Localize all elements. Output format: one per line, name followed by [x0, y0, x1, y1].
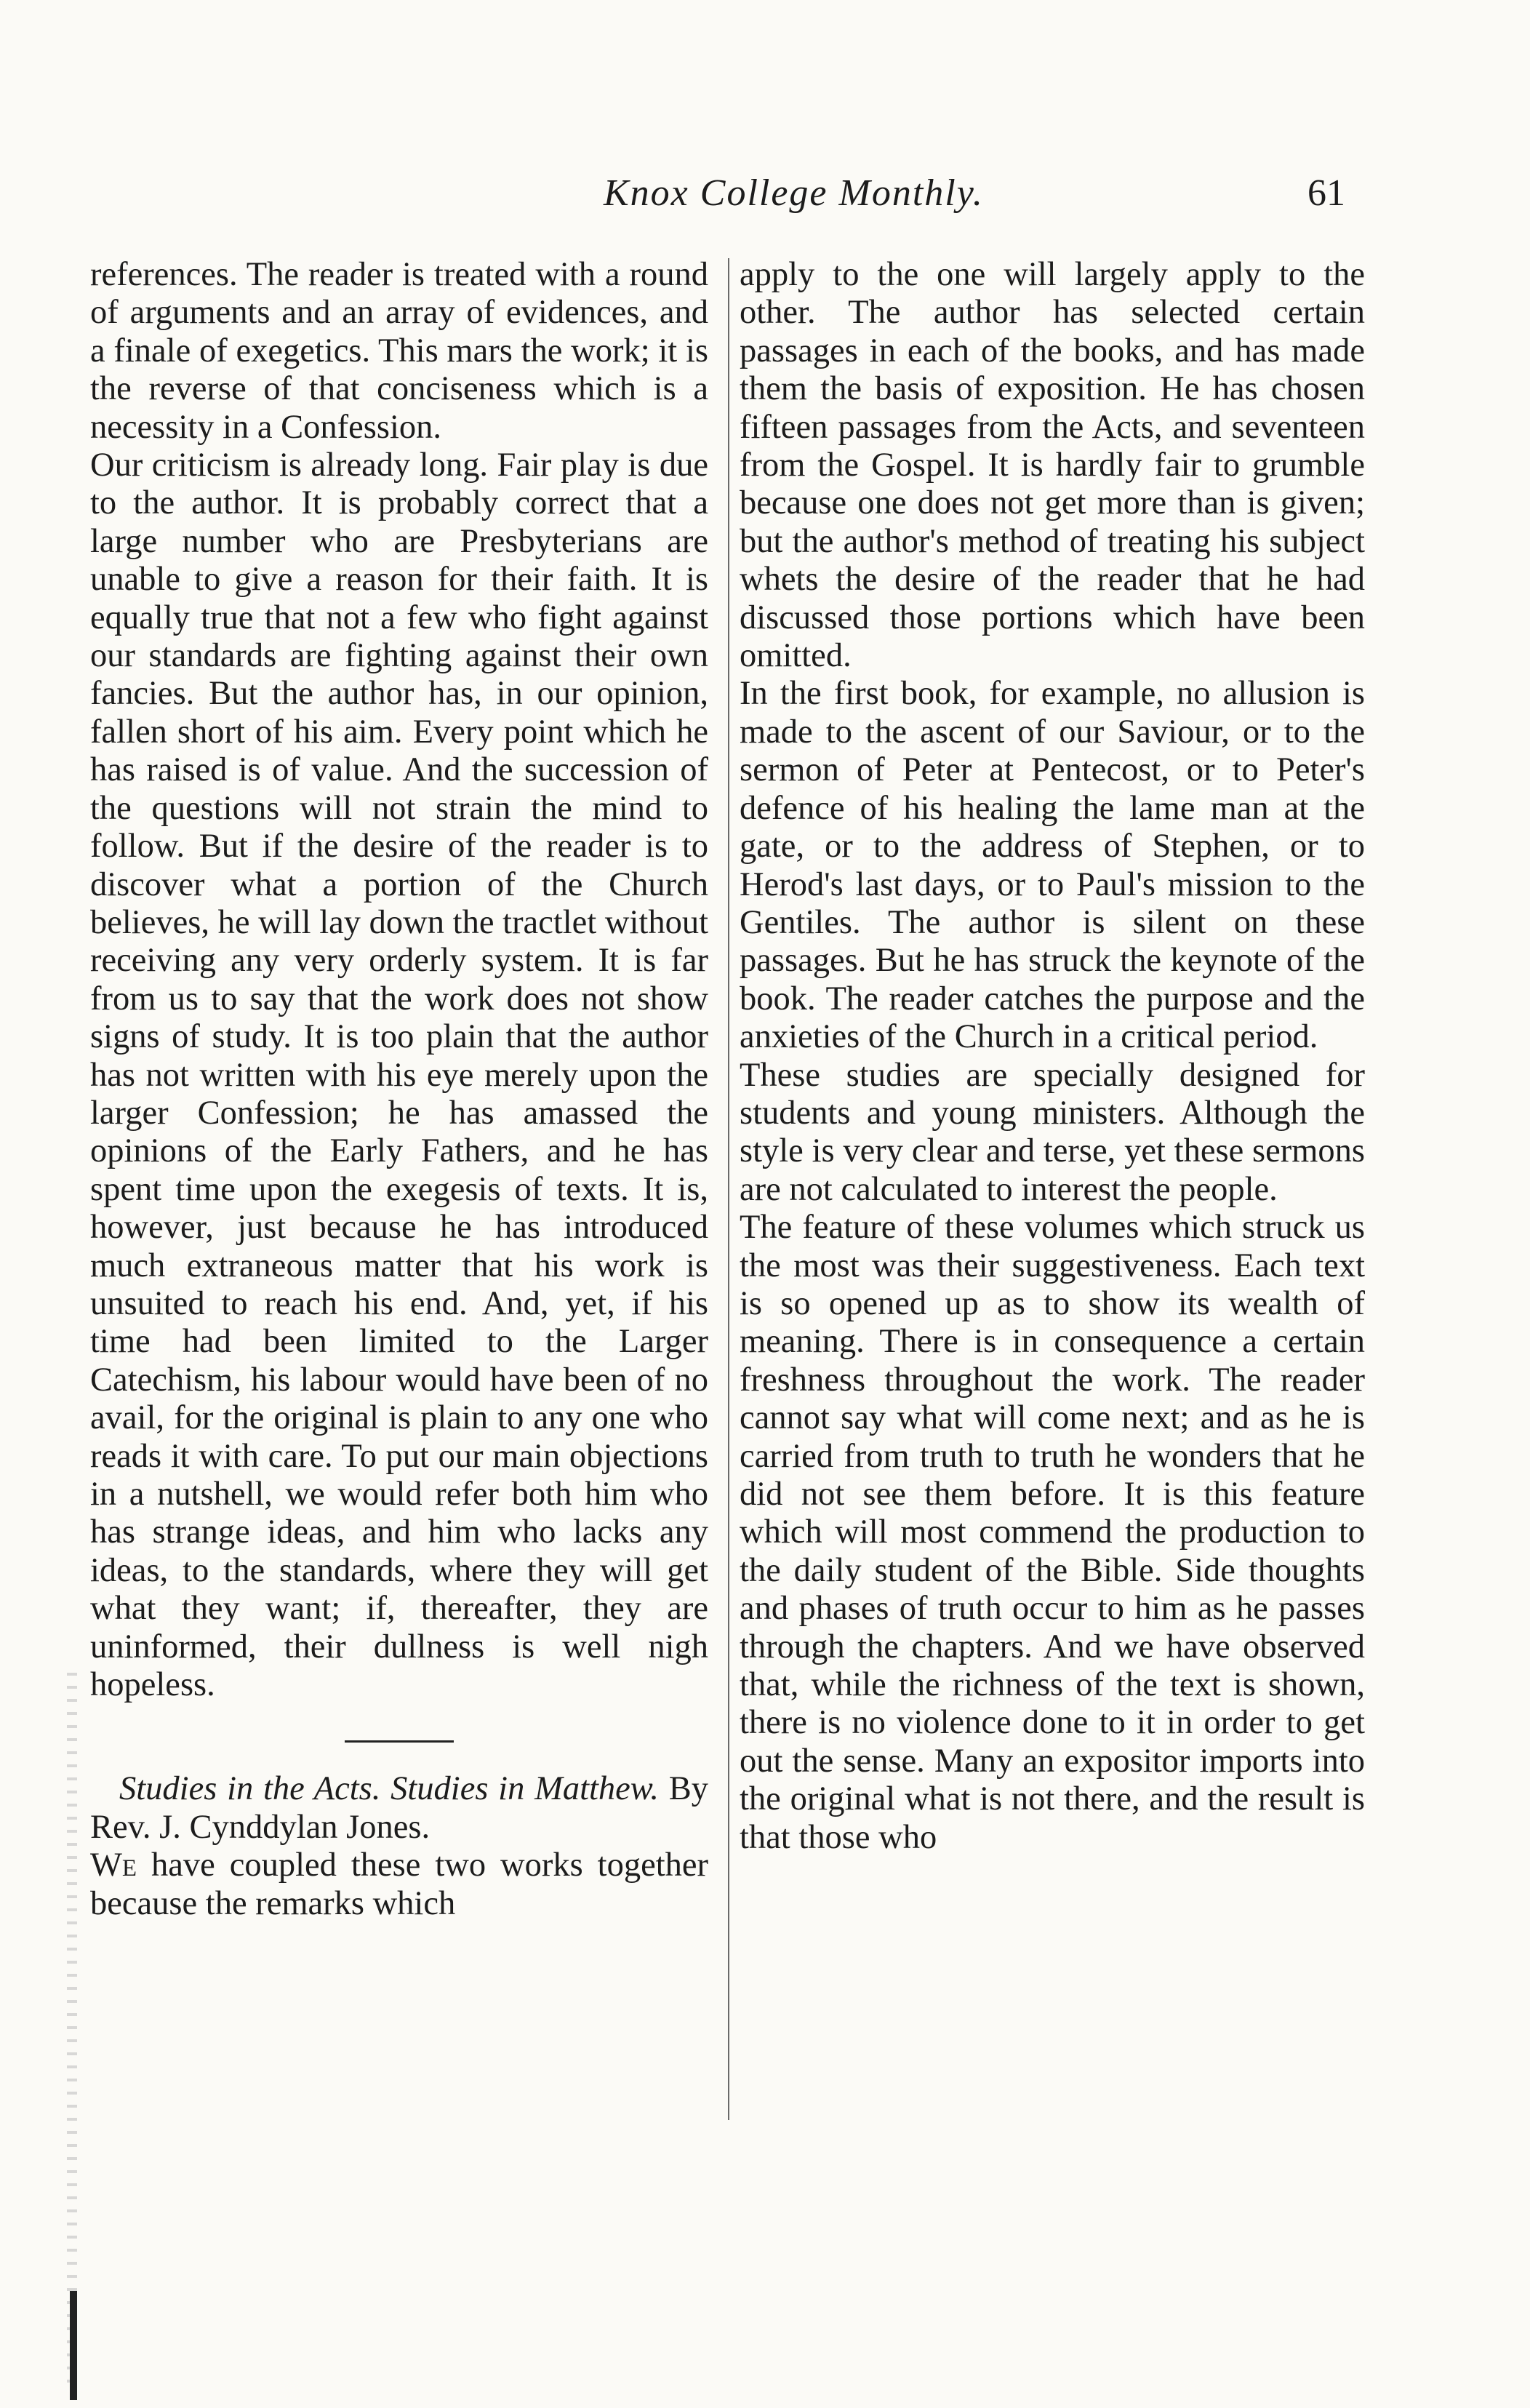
paragraph: These studies are specially designed for students and young ministers. Although the style is very clear and terse, yet these sermons are not calculated to interest the people. [740, 1056, 1365, 1208]
review-titles: Studies in the Acts. Studies in Matthew. [119, 1770, 659, 1808]
review-author: By Rev. J. Cynddylan Jones. [90, 1770, 708, 1846]
right-column [740, 256, 1365, 1857]
page-number: 61 [1307, 172, 1345, 214]
scan-binding-edge [70, 2291, 77, 2400]
page-header [109, 172, 1345, 230]
review-heading [90, 1770, 708, 1847]
scan-margin-artifact [67, 1673, 77, 2393]
column-divider [728, 258, 729, 2120]
opening-word: We [90, 1847, 137, 1884]
paragraph: references. The reader is treated with a round of arguments and an array of evidences, and a finale of exegetics. This mars the work; it is the reverse of that conciseness which is a necessity in a Confession. [90, 256, 708, 446]
paragraph: Our criticism is already long. Fair play is due to the author. It is probably correct that a large number who are Presbyterians are unable to give a reason for their faith. It is equally true that not a few who fight against our standards are fighting against their own fancies. But the author has, in our opinion, fallen short of his aim. Every point which he has raised is of value. And the succession of the questions will not strain the mind to follow. But if the desire of the reader is to discover what a portion of the Church believes, he will lay down the tractlet without receiving any very orderly system. It is far from us to say that the work does not show signs of study. It is too plain that the author has not written with his eye merely upon the larger Confession; he has amassed the opinions of the Early Fathers, and he has spent time upon the exegesis of texts. It is, however, just because he has introduced much extraneous matter that his work is unsuited to reach his end. And, yet, if his time had been limited to the Larger Catechism, his labour would have been of no avail, for the original is plain to any one who reads it with care. To put our main objections in a nutshell, we would refer both him who has strange ideas, and him who lacks any ideas, to the standards, where they will get what they want; if, thereafter, they are uninformed, their dullness is well nigh hopeless. [90, 447, 708, 1704]
opening-text: have coupled these two works together because the remarks which [90, 1847, 709, 1922]
paragraph: apply to the one will largely apply to the other. The author has selected certain passages in each of the books, and has made them the basis of exposition. He has chosen fifteen passages from the Acts, and seventeen from the Gospel. It is hardly fair to grumble because one does not get more than is given; but the author's method of treating his subject whets the desire of the reader that he had discussed those portions which have been omitted. [740, 256, 1365, 675]
running-title: Knox College Monthly. [604, 172, 984, 214]
left-column [90, 256, 708, 1923]
paragraph: In the first book, for example, no allusion is made to the ascent of our Saviour, or to the sermon of Peter at Pentecost, or to Peter's defence of his healing the lame man at the gate, or to the address of Stephen, or to Herod's last days, or to Paul's mission to the Gentiles. The author is silent on these passages. But he has struck the keynote of the book. The reader catches the purpose and the anxieties of the Church in a critical period. [740, 675, 1365, 1056]
section-rule [345, 1740, 454, 1743]
paragraph [90, 1847, 708, 1923]
paragraph: The feature of these volumes which struck us the most was their suggestiveness. Each text is so opened up as to show its wealth of meaning. There is in consequence a certain freshness throughout the work. The reader cannot say what will come next; and as he is carried from truth to truth he wonders that he did not see them before. It is this feature which will most commend the production to the daily student of the Bible. Side thoughts and phases of truth occur to him as he passes through the chapters. And we have observed that, while the richness of the text is shown, there is no violence done to it in order to get out the sense. Many an expositor imports into the original what is not there, and the result is that those who [740, 1209, 1365, 1856]
